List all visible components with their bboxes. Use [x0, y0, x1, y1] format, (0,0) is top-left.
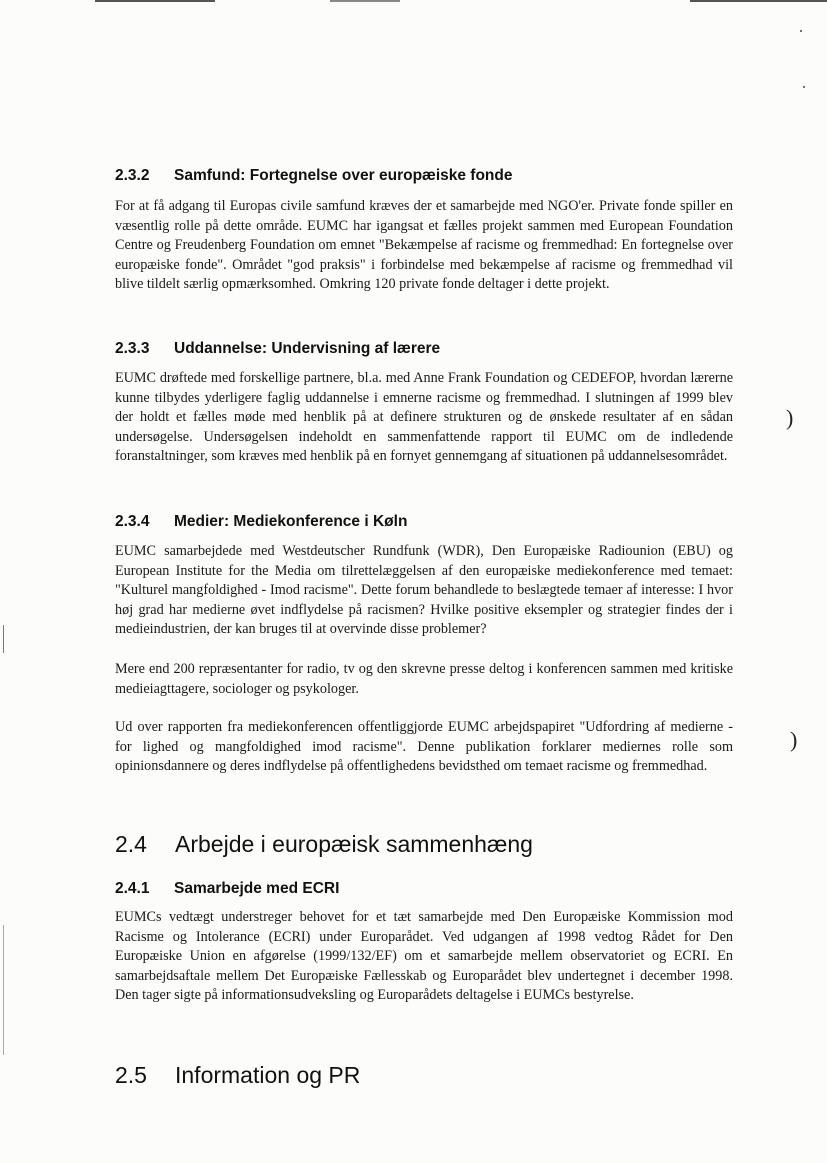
chapter-title: Information og PR — [175, 1062, 361, 1088]
paragraph: Mere end 200 repræsentanter for radio, tv og den skrevne presse deltog i konferencen sammen med kritiske medieiagttagere, sociologer og psykologer. — [115, 661, 733, 697]
section-title: Samfund: Fortegnelse over europæiske fonde — [174, 167, 513, 184]
section-title: Medier: Mediekonference i Køln — [174, 513, 408, 530]
section-number: 2.3.3 — [115, 340, 150, 357]
chapter-title: Arbejde i europæisk sammenhæng — [175, 831, 533, 857]
paragraph: EUMC drøftede med forskellige partnere, bl.a. med Anne Frank Foundation og CEDEFOP, hvordan lærerne kunne tilbydes yderligere faglig uddannelse i emnerne racisme og fremmedhad. I slutningen af 1999 blev der holdt et fælles møde med henblik på at definere strukturen og de ønskede resultater af en sådan undersøgelse. Undersøgelsen indeholdt en sammenfattende rapport til EUMC om de indledende foranstaltninger, som kræves med henblik på en fornyet gennemgang af situationen på uddannelsesområdet. — [115, 370, 733, 465]
chapter-heading — [115, 831, 533, 858]
paragraph: EUMCs vedtægt understreger behovet for et tæt samarbejde med Den Europæiske Kommission mod Racisme og Intolerance (ECRI) under Europarådet. Ved udgangen af 1998 vedtog Rådet for Den Europæiske Union en afgørelse (1999/132/EF) om et samarbejde mellem observatoriet og ECRI. En samarbejdsaftale mellem Det Europæiske Fællesskab og Europarådet blev undertegnet i december 1998. Den tager sigte på informationsudveksling og Europarådets deltagelse i EUMCs bestyrelse. — [115, 909, 733, 1004]
section-title: Uddannelse: Undervisning af lærere — [174, 340, 441, 357]
chapter-heading — [115, 1062, 360, 1089]
margin-bracket-mark: ) — [786, 405, 794, 430]
section-title: Samarbejde med ECRI — [174, 880, 340, 897]
section-heading — [115, 880, 339, 898]
margin-bracket-mark: ) — [790, 727, 798, 752]
scan-edge-line — [3, 625, 4, 653]
paragraph: Ud over rapporten fra mediekonferencen offentliggjorde EUMC arbejdspapiret "Udfordring af medierne - for lighed og mangfoldighed imod racisme". Denne publikation forklarer mediernes rolle som opinionsdannere og deres indflydelse på offentlighedens bevidsthed om temaet racisme og fremmedhad. — [115, 719, 733, 775]
scan-speck — [803, 86, 805, 88]
scan-edge — [0, 0, 827, 3]
paragraph: For at få adgang til Europas civile samfund kræves der et samarbejde med NGO'er. Private fonde spiller en væsentlig rolle på dette område. EUMC har igangsat et fælles projekt sammen med European Foundation Centre og Freudenberg Foundation om emnet "Bekæmpelse af racisme og fremmedhad: En fortegnelse over europæiske fonde". Området "god praksis" i forbindelse med bekæmpelse af racisme og fremmedhad vil blive tildelt særlig opmærksomhed. Omkring 120 private fonde deltager i dette projekt. — [115, 198, 733, 293]
chapter-number: 2.5 — [115, 1062, 147, 1088]
section-heading — [115, 513, 407, 531]
section-number: 2.4.1 — [115, 880, 150, 897]
scan-edge-line — [3, 925, 4, 1055]
scan-speck — [800, 30, 802, 32]
paragraph: EUMC samarbejdede med Westdeutscher Rundfunk (WDR), Den Europæiske Radiounion (EBU) og European Institute for the Media om tilrettelæggelsen af den europæiske mediekonference med temaet: "Kulturel mangfoldighed - Imod racisme". Dette forum behandlede to beslægtede temaer af interesse: I hvor høj grad har medierne øvet indflydelse på racismen? Hvilke positive eksempler og strategier findes der i medieindustrien, der kan bruges til at overvinde disse problemer? — [115, 543, 733, 638]
section-heading — [115, 340, 440, 358]
chapter-number: 2.4 — [115, 831, 147, 857]
section-number: 2.3.4 — [115, 513, 150, 530]
section-heading — [115, 167, 512, 185]
section-number: 2.3.2 — [115, 167, 150, 184]
